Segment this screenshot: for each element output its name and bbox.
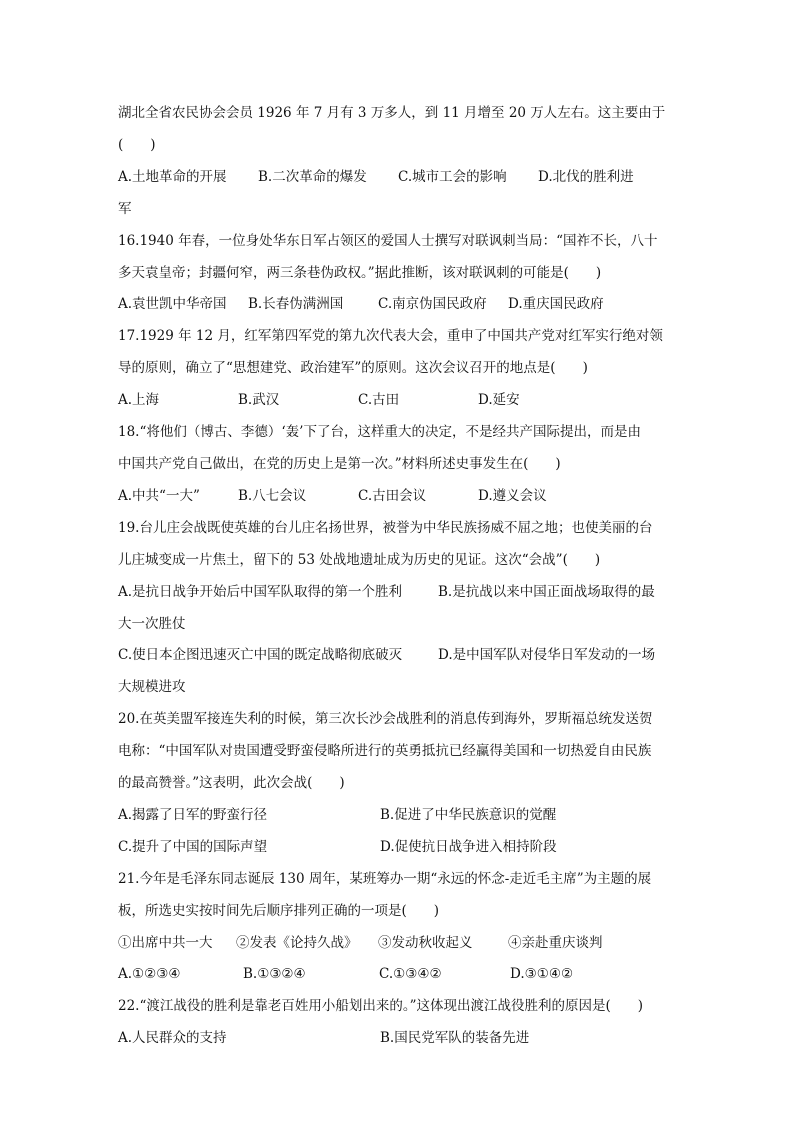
question-19 xyxy=(118,513,678,704)
event-2: ②发表《论持久战》 xyxy=(236,934,358,951)
question-stem: 21.今年是毛泽东同志诞辰 130 周年，某班筹办一期“永远的怀念-走近毛主席”为主题的展 xyxy=(118,870,652,887)
option-b: B.国民党军队的装备先进 xyxy=(380,1030,530,1047)
question-16 xyxy=(118,226,678,322)
option-b: B.①③②④ xyxy=(243,966,306,983)
option-a: A.中共“一大” xyxy=(118,487,200,504)
option-b: B.促进了中华民族意识的觉醒 xyxy=(380,806,557,823)
option-d: D.北伐的胜利进 xyxy=(538,168,634,185)
option-d: D.遵义会议 xyxy=(478,487,547,504)
exam-page xyxy=(118,98,678,1055)
option-d: D.③①④② xyxy=(510,966,574,983)
options-row xyxy=(118,640,678,672)
option-a: A.揭露了日军的野蛮行径 xyxy=(118,806,268,823)
event-1: ①出席中共一大 xyxy=(118,934,213,951)
option-c: C.①③④② xyxy=(379,966,442,983)
question-stem-line2: 导的原则，确立了“思想建党、政治建军”的原则。这次会议召开的地点是( ) xyxy=(118,360,588,377)
option-a: A.土地革命的开展 xyxy=(118,168,227,185)
question-20 xyxy=(118,704,678,864)
question-stem-line2: 儿庄城变成一片焦土，留下的 53 处战地遗址成为历史的见证。这次“会战”( ) xyxy=(118,551,601,568)
options-row xyxy=(118,577,678,609)
options-row xyxy=(118,481,678,513)
answer-paren: ( ) xyxy=(118,136,156,153)
events-row xyxy=(118,928,678,960)
question-15 xyxy=(118,98,678,226)
option-c: C.使日本企图迅速灭亡中国的既定战略彻底破灭 xyxy=(118,647,403,664)
option-d-continued: 大规模进攻 xyxy=(118,679,186,696)
event-4: ④亲赴重庆谈判 xyxy=(508,934,603,951)
option-a: A.①②③④ xyxy=(118,966,181,983)
question-stem: 18.“将他们（博古、李德）‘轰’下了台，这样重大的决定，不是经共产国际提出，而是由 xyxy=(118,424,641,441)
option-d: D.延安 xyxy=(478,392,520,409)
option-c: C.古田会议 xyxy=(358,487,427,504)
question-stem: 16.1940 年春，一位身处华东日军占领区的爱国人士撰写对联讽刺当局：“国祚不长，八十 xyxy=(118,232,658,249)
question-stem: 17.1929 年 12 月，红军第四军党的第九次代表大会，重申了中国共产党对红军实行绝对领 xyxy=(118,328,663,345)
option-b: B.八七会议 xyxy=(238,487,307,504)
question-stem: 22.“渡江战役的胜利是靠老百姓用小船划出来的。”这体现出渡江战役胜利的原因是( ) xyxy=(118,998,644,1015)
option-d: D.是中国军队对侵华日军发动的一场 xyxy=(438,647,656,664)
options-row xyxy=(118,959,678,991)
question-18 xyxy=(118,417,678,513)
option-a: A.袁世凯中华帝国 xyxy=(118,296,227,313)
question-stem-line2: 中国共产党自己做出，在党的历史上是第一次。”材料所述史事发生在( ) xyxy=(118,455,561,472)
option-a: A.是抗日战争开始后中国军队取得的第一个胜利 xyxy=(118,583,403,600)
option-c: C.南京伪国民政府 xyxy=(378,296,487,313)
option-d: D.促使抗日战争进入相持阶段 xyxy=(380,838,557,855)
question-stem-line2: 板，所选史实按时间先后顺序排列正确的一项是( ) xyxy=(118,902,440,919)
question-stem-line2: 多天袁皇帝；封疆何窄，两三条巷伪政权。”据此推断，该对联讽刺的可能是( ) xyxy=(118,264,602,281)
option-b-continued: 大一次胜仗 xyxy=(118,615,186,632)
question-stem-line3: 的最高赞誉。”这表明，此次会战( ) xyxy=(118,775,345,792)
option-c: C.古田 xyxy=(358,392,400,409)
question-21 xyxy=(118,864,678,992)
option-c: C.城市工会的影响 xyxy=(398,168,507,185)
options-row xyxy=(118,1023,678,1055)
question-22 xyxy=(118,991,678,1055)
question-stem: 19.台儿庄会战既使英雄的台儿庄名扬世界，被誉为中华民族扬威不屈之地；也使美丽的台 xyxy=(118,519,653,536)
options-row xyxy=(118,385,678,417)
options-row xyxy=(118,289,678,321)
event-3: ③发动秋收起义 xyxy=(378,934,473,951)
question-stem: 20.在英美盟军接连失利的时候，第三次长沙会战胜利的消息传到海外，罗斯福总统发送贺 xyxy=(118,711,653,728)
option-b: B.是抗战以来中国正面战场取得的最 xyxy=(438,583,655,600)
option-b: B.长春伪满洲国 xyxy=(248,296,344,313)
option-c: C.提升了中国的国际声望 xyxy=(118,838,268,855)
options-row xyxy=(118,832,678,864)
question-stem-line2: 电称：“中国军队对贵国遭受野蛮侵略所进行的英勇抵抗已经赢得美国和一切热爱自由民族 xyxy=(118,743,652,760)
option-d-continued: 军 xyxy=(118,200,132,217)
option-b: B.二次革命的爆发 xyxy=(258,168,367,185)
option-d: D.重庆国民政府 xyxy=(508,296,604,313)
question-stem: 湖北全省农民协会会员 1926 年 7 月有 3 万多人，到 11 月增至 20 万人左右。这主要由于 xyxy=(118,105,666,121)
option-a: A.人民群众的支持 xyxy=(118,1030,227,1047)
question-17 xyxy=(118,321,678,417)
options-row xyxy=(118,800,678,832)
option-b: B.武汉 xyxy=(238,392,280,409)
options-row xyxy=(118,162,678,194)
option-a: A.上海 xyxy=(118,392,160,409)
